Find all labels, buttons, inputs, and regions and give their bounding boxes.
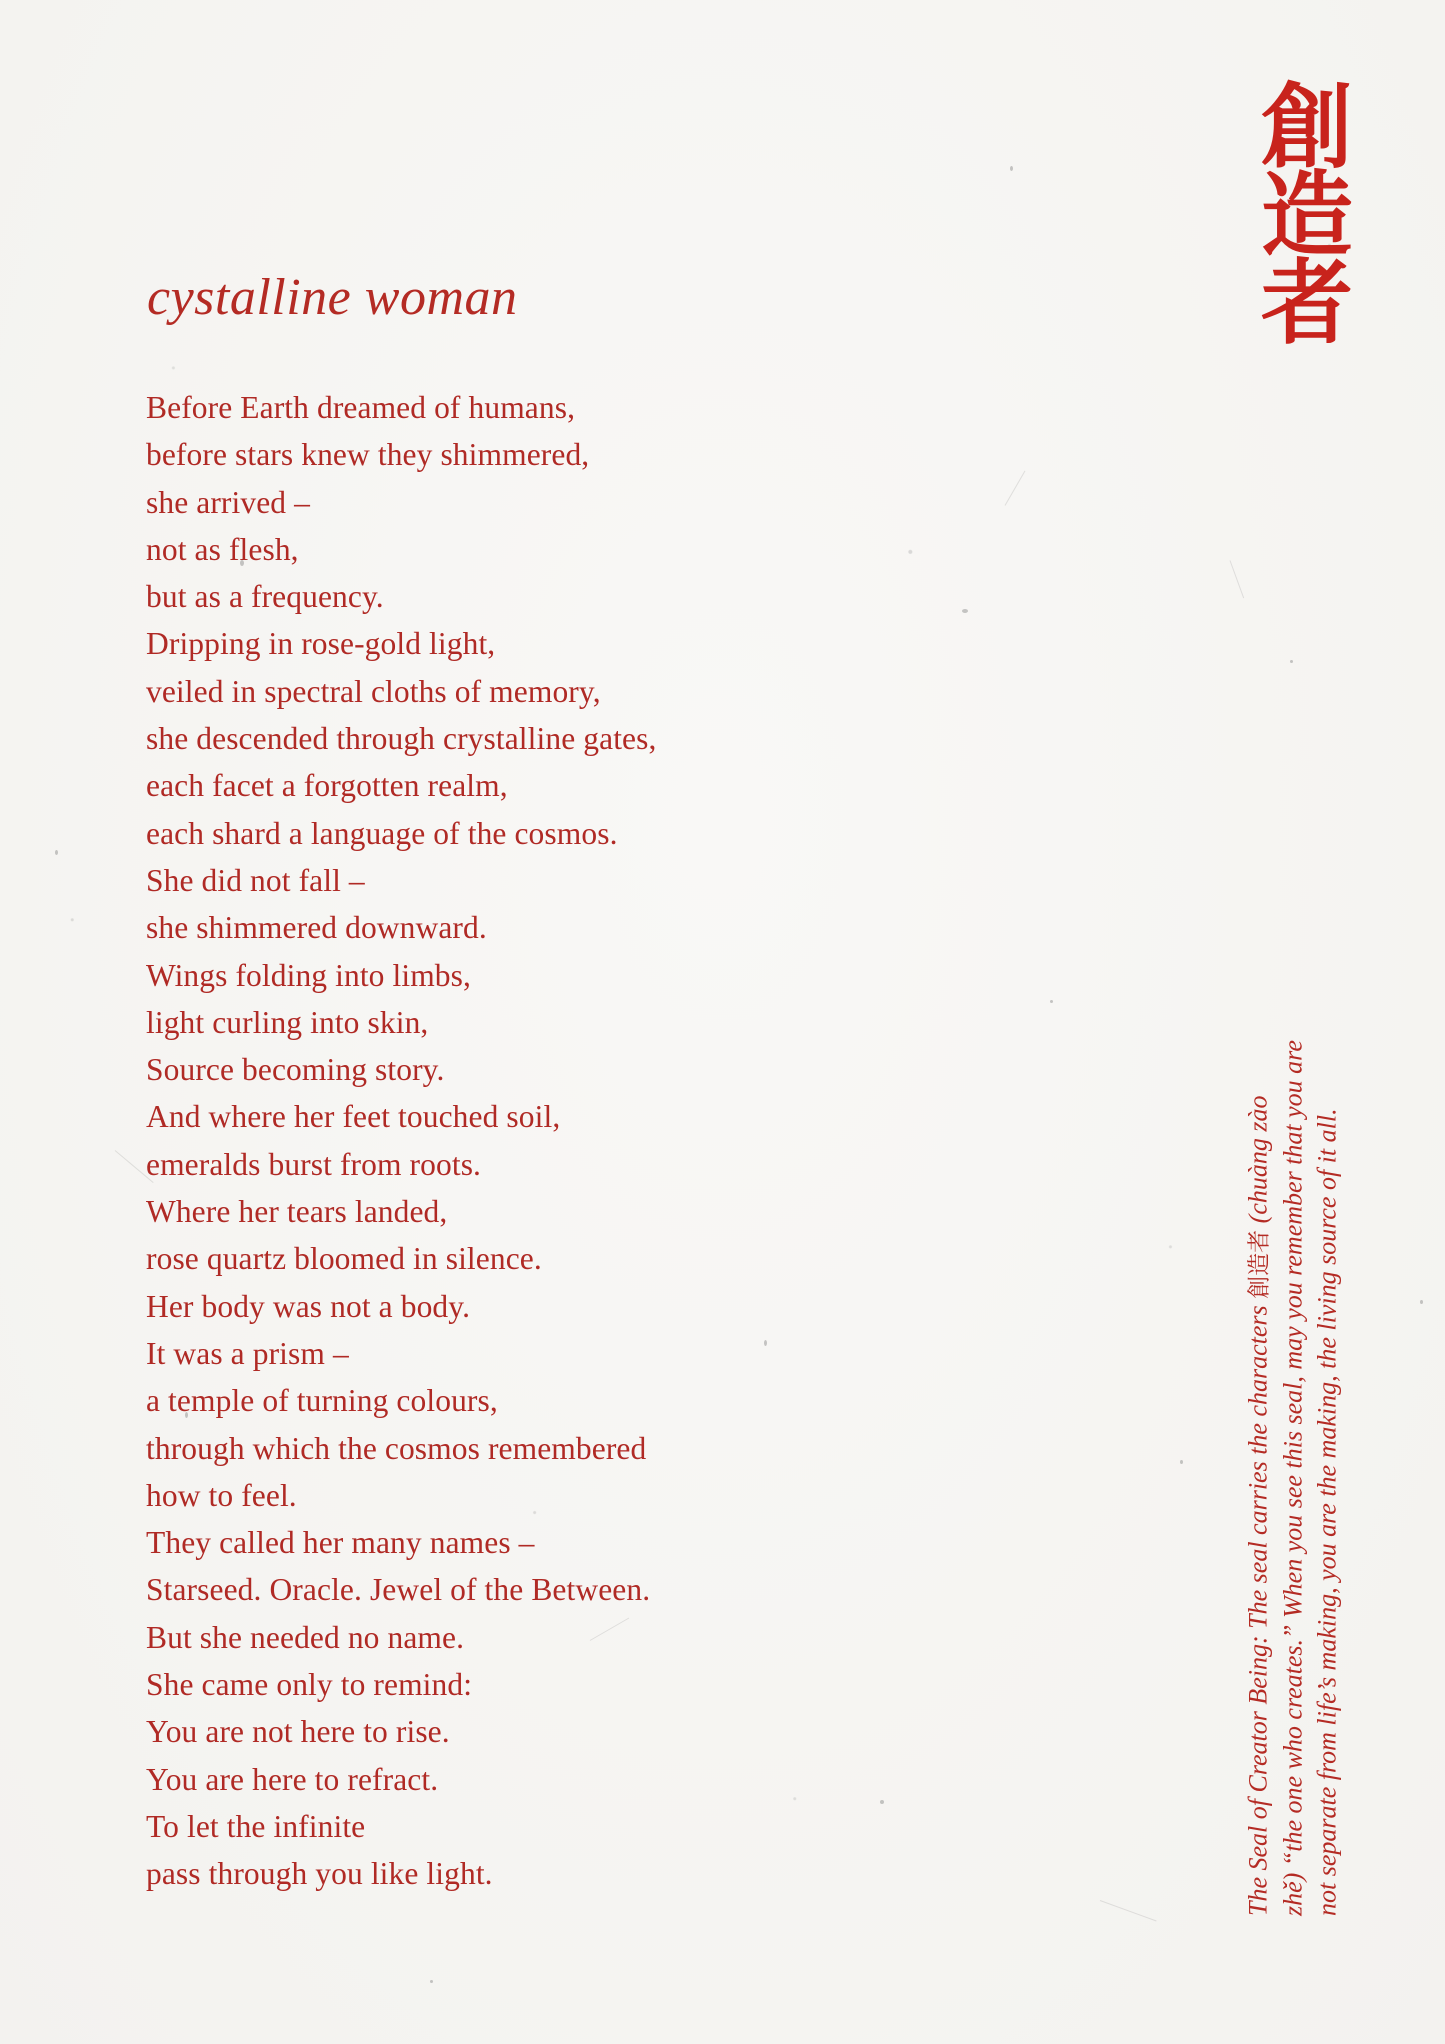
poem-line: But she needed no name. [146, 1619, 465, 1655]
paper-speck [1010, 166, 1013, 171]
poem-line: Source becoming story. [146, 1052, 445, 1088]
seal-note-line-2: zhě) “the one who creates.” When you see this seal, may you remember that you are [1278, 1040, 1308, 1916]
poem-line: each facet a forgotten realm, [146, 768, 508, 804]
poem-line: Before Earth dreamed of humans, [146, 390, 576, 425]
paper-fiber [1005, 471, 1026, 506]
seal-character: 造 [1260, 162, 1353, 269]
paper-speck [880, 1800, 884, 1804]
poem-line: And where her feet touched soil, [146, 1099, 561, 1135]
poem-line: before stars knew they shimmered, [146, 437, 590, 473]
poem-line: Wings folding into limbs, [146, 957, 471, 993]
paper-speck [1050, 1000, 1053, 1003]
seal-note-line-3: not separate from life’s making, you are the making, the living source of it all. [1312, 1108, 1342, 1916]
paper-speck [1420, 1300, 1423, 1304]
poem-line: but as a frequency. [146, 579, 384, 615]
poem-line: veiled in spectral cloths of memory, [146, 673, 601, 709]
poem-line: Starseed. Oracle. Jewel of the Between. [146, 1572, 651, 1608]
poem-line: It was a prism – [146, 1335, 349, 1371]
poem-line: Where her tears landed, [146, 1194, 448, 1230]
seal-character: 者 [1260, 250, 1353, 357]
poem-line: how to feel. [146, 1477, 297, 1513]
paper-speck [55, 850, 58, 855]
poem-line: pass through you like light. [146, 1856, 493, 1892]
paper-fiber [1100, 1900, 1157, 1921]
poem-line: emeralds burst from roots. [146, 1146, 482, 1182]
poem-line: You are not here to rise. [146, 1714, 450, 1750]
paper-speck [962, 609, 968, 613]
poem-body [146, 384, 656, 1898]
poem-line: through which the cosmos remembered [146, 1430, 647, 1466]
poem-line: She did not fall – [146, 862, 365, 898]
creator-seal [1252, 74, 1362, 357]
poem-line: she arrived – [146, 484, 310, 520]
poem-line: Her body was not a body. [146, 1288, 471, 1324]
paper-speck [764, 1340, 767, 1346]
poem-line: not as flesh, [146, 531, 299, 567]
paper-speck [430, 1980, 433, 1983]
poem-line: Dripping in rose-gold light, [146, 626, 496, 662]
poem-line: she descended through crystalline gates, [146, 721, 657, 757]
poem-line: she shimmered downward. [146, 910, 487, 946]
poem-line: To let the infinite [146, 1808, 366, 1844]
seal-note-container [1243, 886, 1343, 1916]
poem-line: They called her many names – [146, 1525, 535, 1561]
poem-line: You are here to refract. [146, 1761, 439, 1797]
poem-line: a temple of turning colours, [146, 1383, 498, 1419]
seal-note-text: (chuàng zào [1243, 1095, 1273, 1230]
poem-line: rose quartz bloomed in silence. [146, 1241, 542, 1277]
poem-title: cystalline woman [147, 269, 518, 326]
seal-note-characters: 創造者 [1246, 1229, 1273, 1299]
poem-line: light curling into skin, [146, 1004, 429, 1040]
poem-line: each shard a language of the cosmos. [146, 815, 618, 851]
poem-line: She came only to remind: [146, 1667, 473, 1703]
seal-note-line-1 [1242, 886, 1277, 1916]
paper-speck [1180, 1460, 1183, 1464]
paper-speck [1290, 660, 1293, 663]
seal-note [1242, 886, 1345, 1916]
seal-character: 創 [1260, 74, 1353, 181]
paper-fiber [1230, 560, 1245, 598]
seal-note-text: The Seal of Creator Being: The seal carries the characters [1243, 1298, 1273, 1916]
